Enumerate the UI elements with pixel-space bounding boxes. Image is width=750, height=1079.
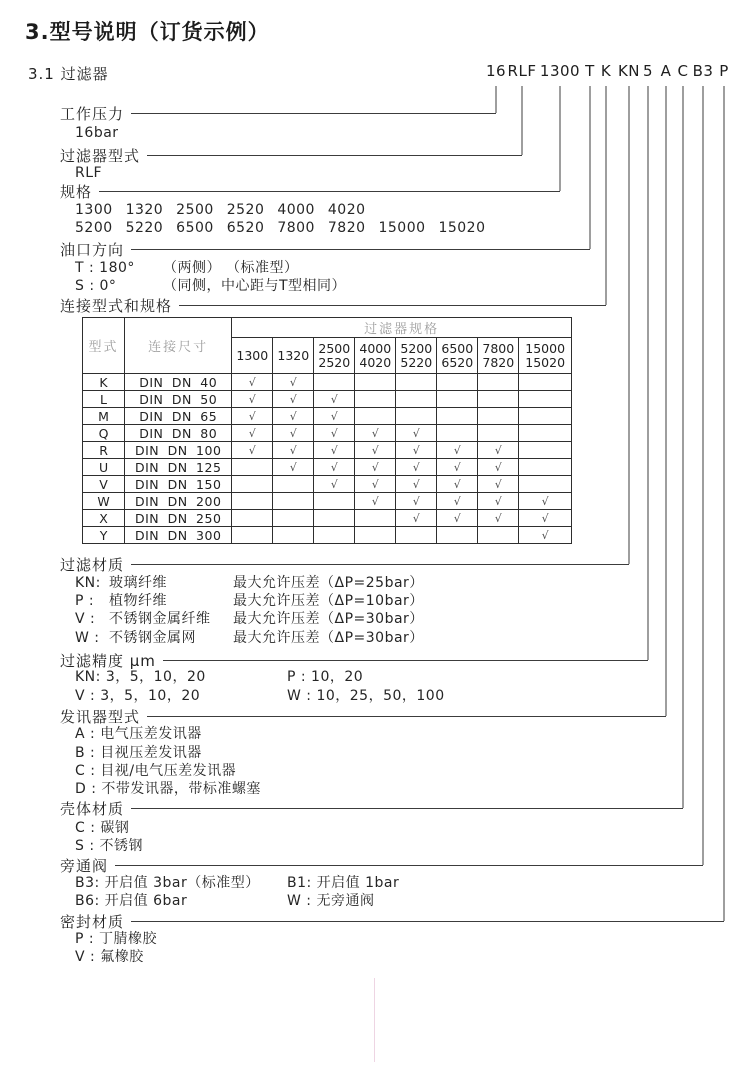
table-row	[83, 476, 572, 493]
precision-label: 过滤精度 μm	[60, 651, 156, 670]
section-working-pressure	[60, 104, 496, 122]
empty-cell	[396, 391, 437, 408]
check-mark: √	[396, 459, 437, 476]
row-type-code: Q	[83, 425, 125, 442]
empty-cell	[314, 493, 355, 510]
empty-cell	[519, 476, 572, 493]
table-row	[83, 374, 572, 391]
connection-label: 连接型式和规格	[60, 296, 173, 315]
option-code: V :	[75, 611, 96, 627]
col-header-group: 过滤器规格	[232, 318, 572, 338]
leader-line	[131, 564, 629, 565]
leader-line	[115, 865, 703, 866]
empty-cell	[519, 459, 572, 476]
section-seal	[60, 912, 724, 930]
spec-col-header: 1320	[273, 338, 314, 374]
bypass-right: W : 无旁通阀	[287, 893, 375, 909]
row-type-code: K	[83, 374, 125, 391]
option-desc: （同侧，中心距与T型相同）	[163, 278, 347, 294]
col-header-type: 型式	[83, 318, 125, 374]
check-mark: √	[519, 510, 572, 527]
spec-col-header: 6500 6520	[437, 338, 478, 374]
seal-option-v: V : 氟橡胶	[75, 949, 144, 965]
section-indicator	[60, 707, 666, 725]
precision-row-1	[75, 668, 363, 686]
check-mark: √	[478, 510, 519, 527]
leader-line	[131, 113, 496, 114]
table-row	[83, 391, 572, 408]
check-mark: √	[273, 391, 314, 408]
spec-col-header: 5200 5220	[396, 338, 437, 374]
row-connection-size: DIN DN 65	[125, 408, 232, 425]
section-filter-material	[60, 555, 629, 573]
scan-crease-line	[374, 978, 375, 1062]
empty-cell	[396, 408, 437, 425]
row-type-code: Y	[83, 527, 125, 544]
size-label: 规格	[60, 182, 93, 201]
precision-row-2	[75, 687, 445, 705]
check-mark: √	[478, 493, 519, 510]
empty-cell	[355, 510, 396, 527]
code-token-type: RLF	[507, 62, 537, 80]
bypass-row-1	[75, 874, 399, 892]
precision-right: W : 10，25，50，100	[287, 688, 445, 704]
indicator-option-d: D : 不带发讯器，带标准螺塞	[75, 781, 261, 797]
bypass-row-2	[75, 892, 374, 910]
housing-label: 壳体材质	[60, 799, 125, 818]
housing-option-c: C : 碳钢	[75, 820, 130, 836]
leader-line	[147, 155, 522, 156]
check-mark: √	[519, 493, 572, 510]
indicator-option-c: C : 目视/电气压差发讯器	[75, 763, 237, 779]
empty-cell	[478, 391, 519, 408]
code-token-seal: P	[719, 62, 729, 80]
check-mark: √	[314, 425, 355, 442]
check-mark: √	[273, 425, 314, 442]
table-row	[83, 527, 572, 544]
check-mark: √	[396, 425, 437, 442]
option-desc: （两侧） （标准型）	[163, 260, 299, 276]
filter-material-kn	[75, 574, 424, 592]
row-connection-size: DIN DN 250	[125, 510, 232, 527]
port-direction-label: 油口方向	[60, 240, 125, 259]
empty-cell	[355, 391, 396, 408]
empty-cell	[232, 459, 273, 476]
model-code	[0, 62, 750, 84]
row-connection-size: DIN DN 50	[125, 391, 232, 408]
code-token-precision: 5	[642, 62, 654, 80]
empty-cell	[232, 476, 273, 493]
spec-table-body	[83, 374, 572, 544]
row-connection-size: DIN DN 80	[125, 425, 232, 442]
connection-spec-table	[82, 317, 572, 544]
indicator-label: 发讯器型式	[60, 707, 141, 726]
leader-line	[147, 716, 666, 717]
row-type-code: L	[83, 391, 125, 408]
check-mark: √	[437, 459, 478, 476]
empty-cell	[519, 374, 572, 391]
row-type-code: X	[83, 510, 125, 527]
port-direction-option-t	[75, 259, 298, 277]
code-token-pressure: 16	[485, 62, 507, 80]
row-connection-size: DIN DN 200	[125, 493, 232, 510]
check-mark: √	[396, 442, 437, 459]
check-mark: √	[273, 459, 314, 476]
table-row	[83, 493, 572, 510]
option-code: KN:	[75, 575, 101, 591]
leader-line	[131, 249, 590, 250]
bypass-right: B1: 开启值 1bar	[287, 875, 400, 891]
option-name: 玻璃纤维	[109, 575, 167, 591]
check-mark: √	[314, 459, 355, 476]
row-type-code: V	[83, 476, 125, 493]
check-mark: √	[437, 442, 478, 459]
code-token-connection: K	[600, 62, 612, 80]
table-row	[83, 408, 572, 425]
check-mark: √	[273, 442, 314, 459]
indicator-option-b: B : 目视压差发讯器	[75, 745, 202, 761]
empty-cell	[478, 374, 519, 391]
check-mark: √	[232, 408, 273, 425]
leader-line	[131, 808, 683, 809]
empty-cell	[519, 425, 572, 442]
section-size	[60, 182, 560, 200]
empty-cell	[273, 510, 314, 527]
section-precision	[60, 651, 648, 669]
empty-cell	[355, 374, 396, 391]
option-note: 最大允许压差（ΔP=30bar）	[233, 630, 424, 646]
empty-cell	[437, 391, 478, 408]
code-token-material: KN	[617, 62, 641, 80]
empty-cell	[232, 510, 273, 527]
check-mark: √	[232, 391, 273, 408]
empty-cell	[396, 374, 437, 391]
row-connection-size: DIN DN 150	[125, 476, 232, 493]
empty-cell	[437, 527, 478, 544]
row-connection-size: DIN DN 40	[125, 374, 232, 391]
code-token-port: T	[585, 62, 595, 80]
check-mark: √	[314, 391, 355, 408]
section-connection	[60, 296, 606, 314]
precision-left: KN: 3，5，10，20	[75, 669, 206, 685]
filter-type-label: 过滤器型式	[60, 146, 141, 165]
empty-cell	[273, 527, 314, 544]
leader-line	[131, 921, 724, 922]
empty-cell	[437, 425, 478, 442]
filter-material-label: 过滤材质	[60, 555, 125, 574]
size-values-line2: 5200 5220 6500 6520 7800 7820 15000 15020	[75, 220, 486, 236]
option-code: S : 0°	[75, 278, 117, 294]
section-housing	[60, 799, 683, 817]
check-mark: √	[314, 476, 355, 493]
check-mark: √	[355, 459, 396, 476]
spec-col-header: 4000 4020	[355, 338, 396, 374]
table-row	[83, 442, 572, 459]
section-port-direction	[60, 240, 590, 258]
spec-col-header: 7800 7820	[478, 338, 519, 374]
bypass-left: B6: 开启值 6bar	[75, 893, 188, 909]
spec-col-header: 15000 15020	[519, 338, 572, 374]
row-connection-size: DIN DN 300	[125, 527, 232, 544]
check-mark: √	[232, 425, 273, 442]
size-values-line1: 1300 1320 2500 2520 4000 4020	[75, 202, 366, 218]
check-mark: √	[519, 527, 572, 544]
spec-col-header: 2500 2520	[314, 338, 355, 374]
check-mark: √	[478, 476, 519, 493]
empty-cell	[273, 493, 314, 510]
empty-cell	[396, 527, 437, 544]
empty-cell	[232, 493, 273, 510]
option-code: W :	[75, 630, 100, 646]
table-row	[83, 459, 572, 476]
leader-line	[179, 305, 606, 306]
check-mark: √	[478, 459, 519, 476]
check-mark: √	[355, 442, 396, 459]
code-token-bypass: B3	[692, 62, 714, 80]
empty-cell	[232, 527, 273, 544]
check-mark: √	[437, 476, 478, 493]
bypass-label: 旁通阀	[60, 856, 109, 875]
section-subtitle: 3.1 过滤器	[28, 65, 109, 83]
seal-label: 密封材质	[60, 912, 125, 931]
port-direction-option-s	[75, 277, 346, 295]
empty-cell	[478, 408, 519, 425]
empty-cell	[273, 476, 314, 493]
indicator-option-a: A : 电气压差发讯器	[75, 726, 202, 742]
row-type-code: U	[83, 459, 125, 476]
empty-cell	[314, 510, 355, 527]
option-name: 植物纤维	[109, 593, 167, 609]
empty-cell	[437, 408, 478, 425]
check-mark: √	[273, 408, 314, 425]
check-mark: √	[355, 493, 396, 510]
empty-cell	[355, 527, 396, 544]
empty-cell	[437, 374, 478, 391]
empty-cell	[314, 527, 355, 544]
row-connection-size: DIN DN 100	[125, 442, 232, 459]
option-note: 最大允许压差（ΔP=10bar）	[233, 593, 424, 609]
empty-cell	[478, 527, 519, 544]
check-mark: √	[437, 510, 478, 527]
section-filter-type	[60, 146, 522, 164]
row-type-code: W	[83, 493, 125, 510]
precision-right: P : 10，20	[287, 669, 364, 685]
page-title: 3.型号说明（订货示例）	[25, 20, 270, 44]
code-token-housing: C	[677, 62, 689, 80]
filter-material-v	[75, 610, 424, 628]
option-name: 不锈钢金属网	[109, 630, 196, 646]
bypass-left: B3: 开启值 3bar（标准型）	[75, 875, 260, 891]
check-mark: √	[396, 510, 437, 527]
filter-material-p	[75, 592, 424, 610]
check-mark: √	[396, 493, 437, 510]
check-mark: √	[232, 374, 273, 391]
check-mark: √	[396, 476, 437, 493]
empty-cell	[519, 442, 572, 459]
check-mark: √	[355, 476, 396, 493]
code-token-size: 1300	[539, 62, 581, 80]
filter-type-value: RLF	[75, 165, 103, 181]
code-token-indicator: A	[660, 62, 672, 80]
row-type-code: M	[83, 408, 125, 425]
option-name: 不锈钢金属纤维	[109, 611, 211, 627]
col-header-size: 连接尺寸	[125, 318, 232, 374]
seal-option-p: P : 丁腈橡胶	[75, 931, 158, 947]
table-row	[83, 510, 572, 527]
empty-cell	[519, 408, 572, 425]
check-mark: √	[314, 408, 355, 425]
row-type-code: R	[83, 442, 125, 459]
empty-cell	[519, 391, 572, 408]
option-note: 最大允许压差（ΔP=25bar）	[233, 575, 424, 591]
filter-material-w	[75, 629, 424, 647]
empty-cell	[314, 374, 355, 391]
check-mark: √	[437, 493, 478, 510]
check-mark: √	[273, 374, 314, 391]
housing-option-s: S : 不锈钢	[75, 838, 144, 854]
empty-cell	[355, 408, 396, 425]
spec-col-header: 1300	[232, 338, 273, 374]
check-mark: √	[232, 442, 273, 459]
check-mark: √	[478, 442, 519, 459]
empty-cell	[478, 425, 519, 442]
leader-line	[99, 191, 560, 192]
section-bypass	[60, 856, 703, 874]
row-connection-size: DIN DN 125	[125, 459, 232, 476]
table-row	[83, 425, 572, 442]
check-mark: √	[355, 425, 396, 442]
leader-line	[163, 660, 648, 661]
working-pressure-label: 工作压力	[60, 104, 125, 123]
option-code: P :	[75, 593, 95, 609]
working-pressure-value: 16bar	[75, 125, 119, 141]
option-note: 最大允许压差（ΔP=30bar）	[233, 611, 424, 627]
option-code: T : 180°	[75, 260, 135, 276]
precision-left: V : 3，5，10，20	[75, 688, 201, 704]
check-mark: √	[314, 442, 355, 459]
